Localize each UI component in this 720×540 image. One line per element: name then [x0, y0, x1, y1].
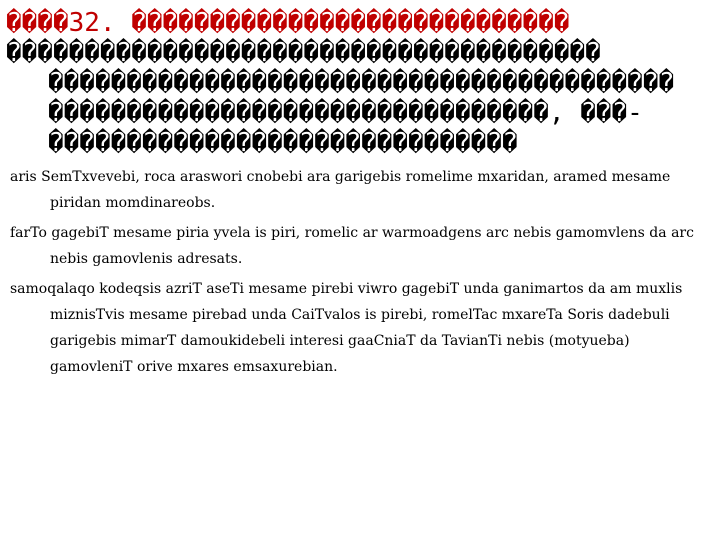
paragraph-1: aris SemTxvevebi, roca araswori cnobebi ara garigebis romelime mxaridan, aramed mesame piridan momdinareobs.	[10, 169, 671, 211]
paragraph-2: farTo gagebiT mesame piria yvela is piri, romelic ar warmoadgens arc nebis gamomvlens da arc nebis gamovlenis adresats.	[10, 225, 694, 267]
heading-line-1: ����32. ����������������������������	[6, 8, 570, 38]
article-heading	[6, 8, 718, 158]
article-body	[10, 164, 710, 384]
heading-line-3: ����������������������������������������	[48, 68, 675, 98]
paragraph-3: samoqalaqo kodeqsis azriT aseTi mesame pirebi viwro gagebiT unda ganimartos da am muxlis miznisTvis mesame pirebad unda CaiTvalos is pirebi, romelTac mxareTa Soris dadebuli garigebis mimarT damoukidebeli interesi gaaCniaT da TavianTi nebis (motyueba) gamovleniT orive mxares emsaxurebian.	[10, 281, 683, 375]
heading-line-5: ������������������������������	[48, 128, 518, 158]
heading-line-4: ��������������������������������, ���-	[48, 98, 643, 128]
heading-line-2: ��������������������������������������	[6, 38, 601, 68]
